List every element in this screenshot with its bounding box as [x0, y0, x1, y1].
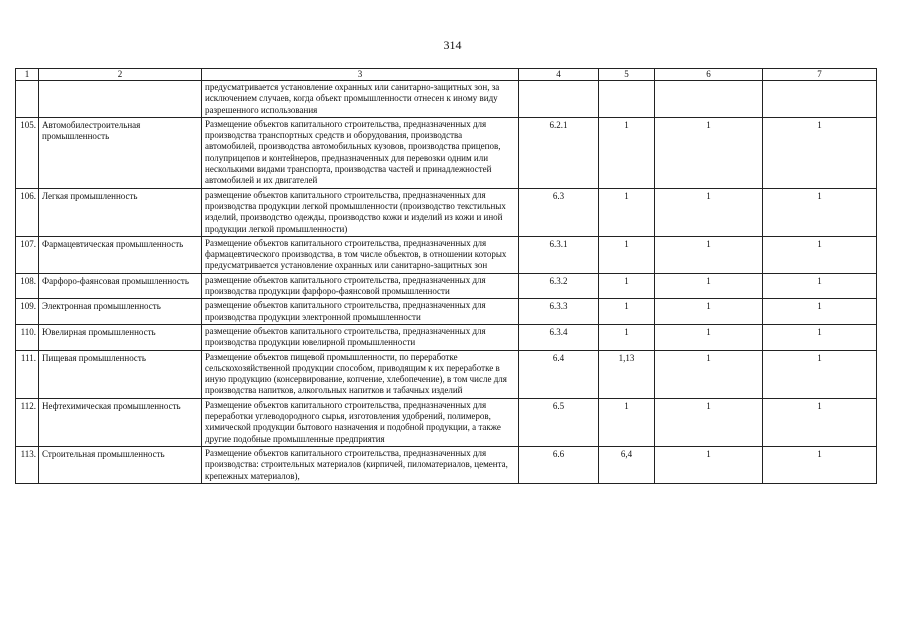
column-5-value: 1: [599, 324, 655, 350]
column-5-value: 1: [599, 117, 655, 188]
activity-description: Размещение объектов капитального строительства, предназначенных для фармацевтического производства, в том числе объектов, в отношении которых предусматривается установление охранных или санитарно-защитных зон: [202, 236, 519, 273]
column-6-value: 1: [655, 273, 763, 299]
row-number: 106.: [16, 188, 39, 236]
header-cell: 3: [202, 69, 519, 81]
column-7-value: 1: [763, 324, 877, 350]
activity-description: Размещение объектов пищевой промышленности, по переработке сельскохозяйственной продукции способом, приводящим к их переработке в иную продукцию (консервирование, копчение, хлебопечение), в том числе для производства напитков, алкогольных напитков и табачных изделий: [202, 350, 519, 398]
column-7-value: 1: [763, 299, 877, 325]
column-5-value: 1: [599, 188, 655, 236]
column-6-value: 1: [655, 299, 763, 325]
table-row: [16, 446, 877, 483]
row-number: 109.: [16, 299, 39, 325]
column-6-value: 1: [655, 446, 763, 483]
row-number: [16, 81, 39, 118]
page-number: 314: [443, 38, 462, 52]
column-6-value: 1: [655, 236, 763, 273]
activity-name: Фармацевтическая промышленность: [39, 236, 202, 273]
row-number: 110.: [16, 324, 39, 350]
table-row: [16, 117, 877, 188]
activity-name: Легкая промышленность: [39, 188, 202, 236]
column-7-value: 1: [763, 398, 877, 446]
column-6-value: 1: [655, 117, 763, 188]
activity-description: размещение объектов капитального строительства, предназначенных для производства продукции ювелирной промышленности: [202, 324, 519, 350]
row-number: 107.: [16, 236, 39, 273]
table-row: [16, 398, 877, 446]
column-7-value: 1: [763, 188, 877, 236]
activity-name: Автомобилестроительная промышленность: [39, 117, 202, 188]
column-7-value: 1: [763, 273, 877, 299]
activity-name: Фарфоро-фаянсовая промышленность: [39, 273, 202, 299]
column-5-value: [599, 81, 655, 118]
activity-description: размещение объектов капитального строительства, предназначенных для производства продукции фарфоро-фаянсовой промышленности: [202, 273, 519, 299]
activity-description: Размещение объектов капитального строительства, предназначенных для производства: строительных материалов (кирпичей, пиломатериалов, цемента, крепежных материалов),: [202, 446, 519, 483]
column-6-value: 1: [655, 350, 763, 398]
table-row: [16, 188, 877, 236]
table-row: [16, 81, 877, 118]
column-7-value: 1: [763, 236, 877, 273]
row-number: 113.: [16, 446, 39, 483]
classifier-code: 6.3.4: [519, 324, 599, 350]
table-row: [16, 273, 877, 299]
column-5-value: 1: [599, 398, 655, 446]
classifier-code: 6.5: [519, 398, 599, 446]
classifier-code: 6.6: [519, 446, 599, 483]
land-use-table: [15, 68, 877, 484]
classifier-code: 6.4: [519, 350, 599, 398]
activity-description: Размещение объектов капитального строительства, предназначенных для переработки углеводородного сырья, изготовления удобрений, полимеров, химической продукции бытового назначения и подобной продукции, а также другие подобные промышленные предприятия: [202, 398, 519, 446]
table-row: [16, 324, 877, 350]
column-7-value: [763, 81, 877, 118]
activity-name: Электронная промышленность: [39, 299, 202, 325]
header-cell: 2: [39, 69, 202, 81]
activity-name: Пищевая промышленность: [39, 350, 202, 398]
column-7-value: 1: [763, 117, 877, 188]
activity-description: Размещение объектов капитального строительства, предназначенных для производства транспортных средств и оборудования, производства автомобилей, производства автомобильных кузовов, производства прицепов, полуприцепов и контейнеров, предназначенных для перевозки одним или несколькими видами транспорта, производства частей и принадлежностей автомобилей и их двигателей: [202, 117, 519, 188]
column-5-value: 1: [599, 273, 655, 299]
column-6-value: 1: [655, 398, 763, 446]
column-5-value: 6,4: [599, 446, 655, 483]
classifier-code: 6.3: [519, 188, 599, 236]
column-6-value: 1: [655, 324, 763, 350]
activity-description: размещение объектов капитального строительства, предназначенных для производства продукции электронной промышленности: [202, 299, 519, 325]
classifier-code: [519, 81, 599, 118]
column-7-value: 1: [763, 446, 877, 483]
classifier-code: 6.3.2: [519, 273, 599, 299]
row-number: 105.: [16, 117, 39, 188]
activity-name: Ювелирная промышленность: [39, 324, 202, 350]
column-6-value: [655, 81, 763, 118]
row-number: 111.: [16, 350, 39, 398]
column-5-value: 1: [599, 299, 655, 325]
classifier-code: 6.2.1: [519, 117, 599, 188]
header-cell: 6: [655, 69, 763, 81]
activity-description: размещение объектов капитального строительства, предназначенных для производства продукции легкой промышленности (производство текстильных изделий, производство одежды, производство кожи и изделий из кожи и иной продукции легкой промышленности): [202, 188, 519, 236]
classifier-code: 6.3.3: [519, 299, 599, 325]
row-number: 108.: [16, 273, 39, 299]
table-row: [16, 350, 877, 398]
row-number: 112.: [16, 398, 39, 446]
header-cell: 4: [519, 69, 599, 81]
column-7-value: 1: [763, 350, 877, 398]
column-6-value: 1: [655, 188, 763, 236]
table-row: [16, 299, 877, 325]
header-cell: 7: [763, 69, 877, 81]
table-row: [16, 236, 877, 273]
column-5-value: 1,13: [599, 350, 655, 398]
activity-name: [39, 81, 202, 118]
activity-description: предусматривается установление охранных или санитарно-защитных зон, за исключением случаев, когда объект промышленности отнесен к иному виду разрешенного использования: [202, 81, 519, 118]
column-5-value: 1: [599, 236, 655, 273]
header-row: [16, 69, 877, 81]
classifier-code: 6.3.1: [519, 236, 599, 273]
header-cell: 5: [599, 69, 655, 81]
activity-name: Нефтехимическая промышленность: [39, 398, 202, 446]
header-cell: 1: [16, 69, 39, 81]
activity-name: Строительная промышленность: [39, 446, 202, 483]
